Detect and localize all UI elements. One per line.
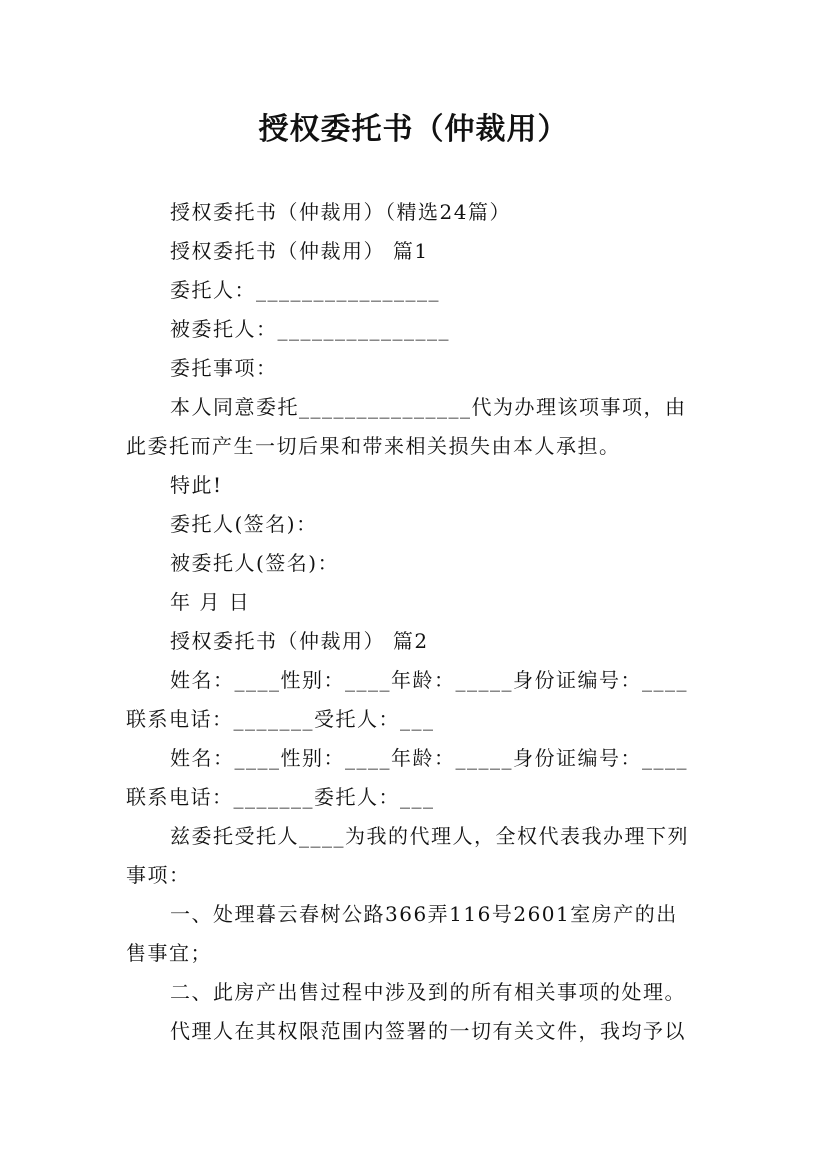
body-paragraph-line: 本人同意委托_______________代为办理该项事项，由 (170, 395, 687, 419)
list-item-line: 二、此房产出售过程中涉及到的所有相关事项的处理。 (170, 980, 686, 1004)
closing-text: 特此! (170, 473, 223, 497)
date-line: 年 月 日 (170, 590, 251, 614)
body-paragraph-line: 事项： (126, 863, 191, 887)
principal-field: 委托人：________________ (170, 278, 440, 302)
subtitle-line: 授权委托书（仲裁用）（精选24篇） (170, 200, 511, 224)
list-item-line: 一、处理暮云春树公路366弄116号2601室房产的出 (170, 902, 678, 926)
body-paragraph-line: 此委托而产生一切后果和带来相关损失由本人承担。 (126, 434, 621, 458)
contact-line: 联系电话：_______受托人：___ (126, 707, 435, 731)
body-paragraph-line: 代理人在其权限范围内签署的一切有关文件，我均予以 (170, 1019, 686, 1043)
personal-info-line: 姓名：____性别：____年龄：_____身份证编号：____ (170, 746, 688, 770)
section-heading-2: 授权委托书（仲裁用） 篇2 (170, 629, 429, 653)
agent-signature-label: 被委托人(签名)： (170, 551, 340, 575)
matters-label: 委托事项： (170, 356, 278, 380)
body-paragraph-line: 兹委托受托人____为我的代理人，全权代表我办理下列 (170, 824, 689, 848)
contact-line: 联系电话：_______委托人：___ (126, 785, 435, 809)
principal-signature-label: 委托人(签名)： (170, 512, 318, 536)
list-item-line: 售事宜； (126, 941, 212, 965)
section-heading-1: 授权委托书（仲裁用） 篇1 (170, 239, 429, 263)
agent-field: 被委托人：_______________ (170, 317, 450, 341)
personal-info-line: 姓名：____性别：____年龄：_____身份证编号：____ (170, 668, 688, 692)
document-title: 授权委托书（仲裁用） (258, 112, 569, 147)
